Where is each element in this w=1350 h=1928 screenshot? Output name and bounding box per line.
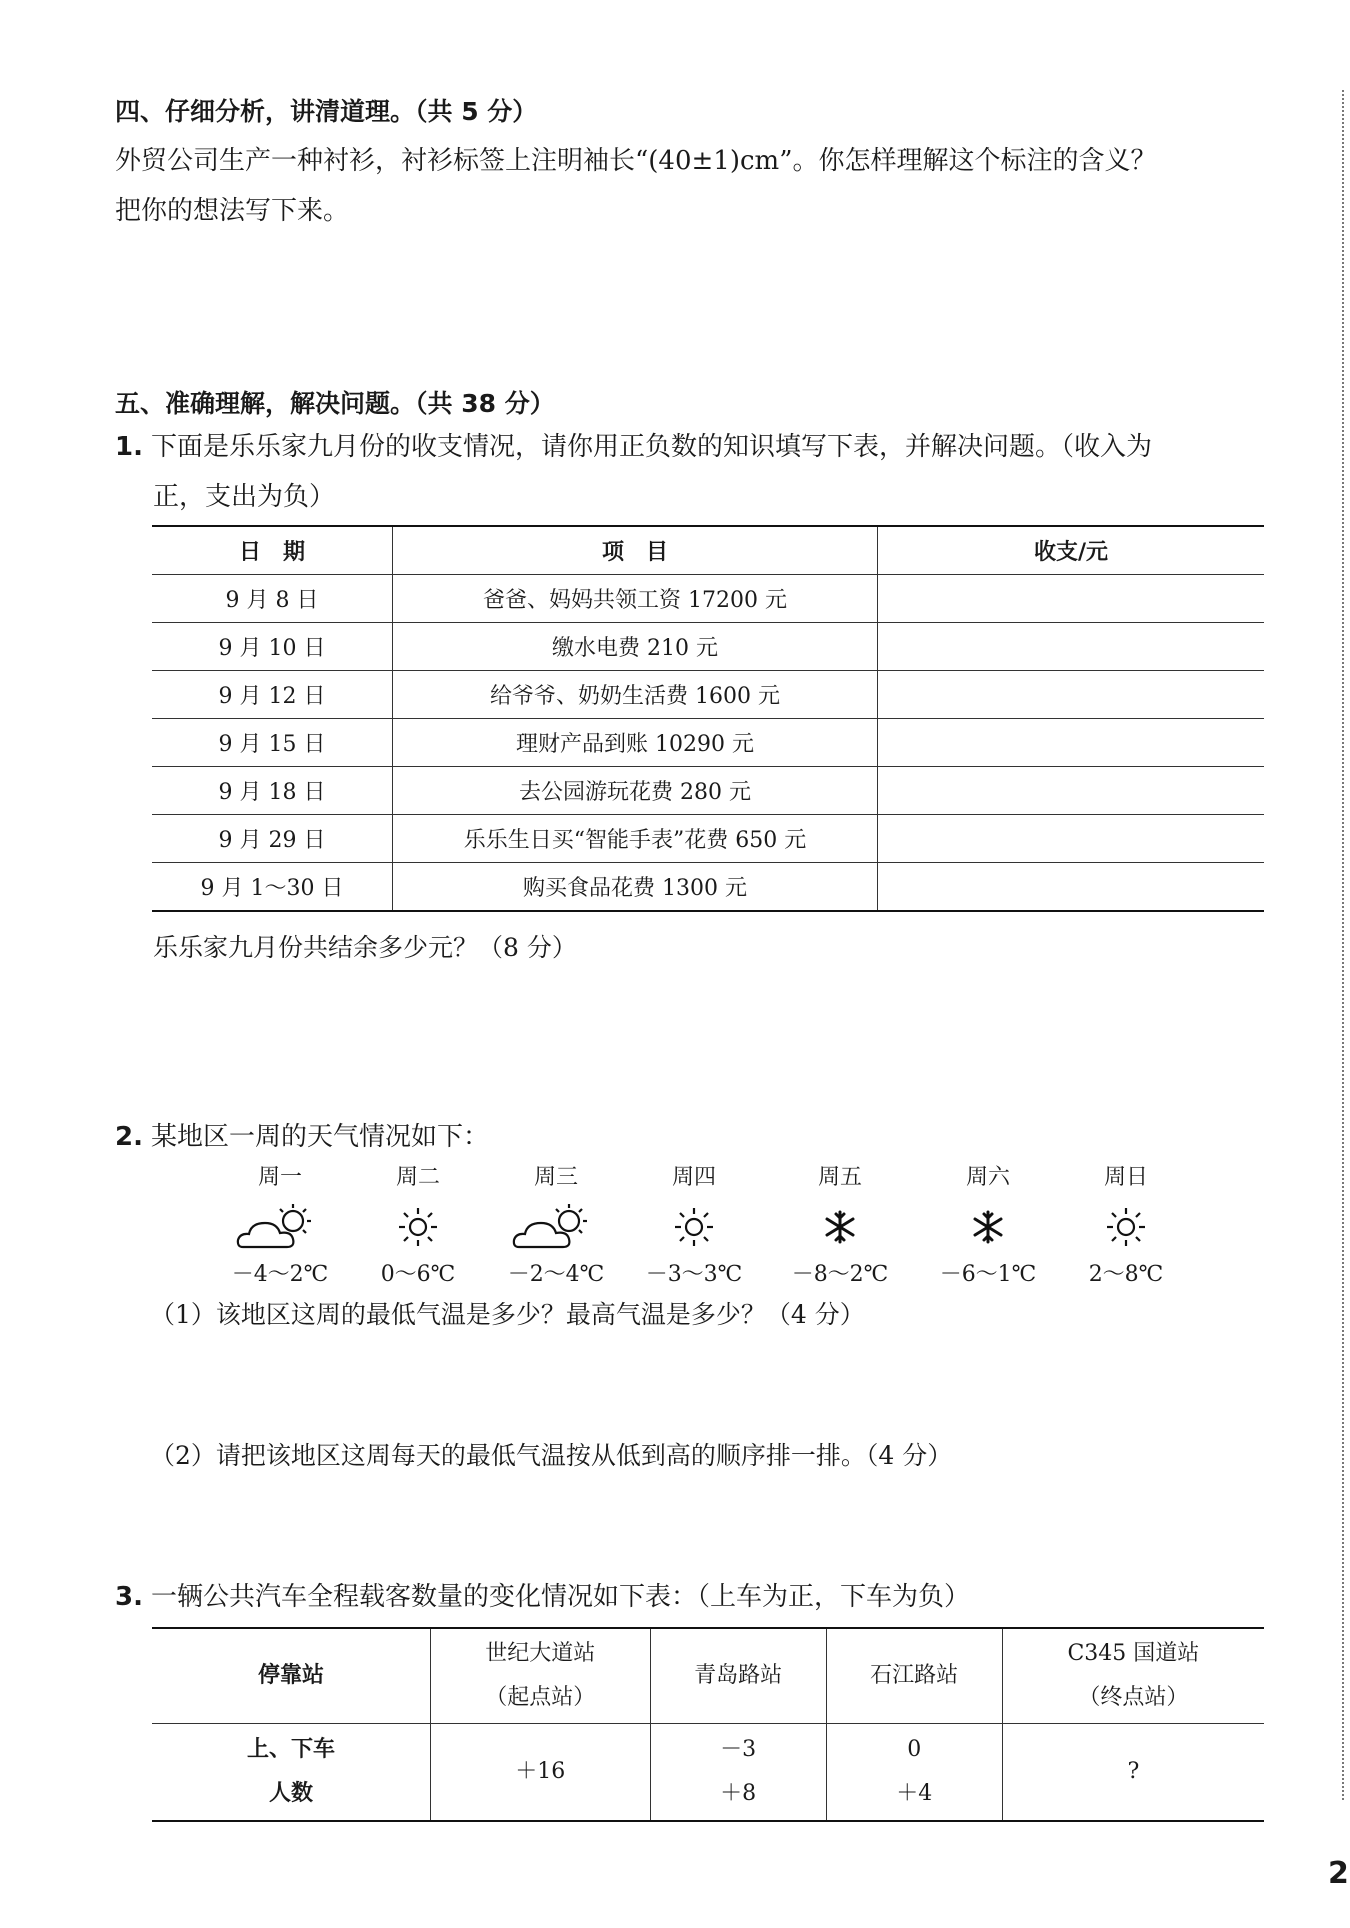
weekday-label: 周日 [1103,1165,1148,1190]
weather-day-1 [210,1160,350,1292]
q2-subquestion-2: （2）请把该地区这周每天的最低气温按从低到高的顺序排一排。（4 分） [150,1441,953,1470]
weekday-label: 周四 [671,1165,716,1190]
sun-icon [348,1196,488,1258]
change-cell [826,1724,1002,1822]
weekday-label: 周一 [257,1165,302,1190]
section-4-question [115,136,1275,236]
section-5-title: 五、准确理解，解决问题。（共 38 分） [115,389,555,418]
weekday-label: 周三 [533,1165,578,1190]
table-row [152,863,1264,912]
amount-answer-cell[interactable] [878,623,1265,671]
q2-text: 某地区一周的天气情况如下： [150,1122,489,1152]
date-cell: 9 月 1～30 日 [152,863,393,912]
amount-answer-cell[interactable] [878,575,1265,623]
section-4-line-2: 把你的想法写下来。 [115,196,350,226]
table-row [152,623,1264,671]
station-name: 青岛路站 [694,1663,783,1688]
change-cell [431,1724,651,1822]
amount-answer-cell[interactable] [878,719,1265,767]
table-row [152,575,1264,623]
temperature-range: 2～8℃ [1088,1262,1164,1287]
change-value: －3 [720,1737,757,1762]
q1-text-1: 下面是乐乐家九月份的收支情况，请你用正负数的知识填写下表，并解决问题。（收入为 [150,432,1152,462]
date-cell: 9 月 8 日 [152,575,393,623]
change-value: 0 [907,1737,922,1762]
amount-answer-cell[interactable] [878,863,1265,912]
weather-day-7 [1056,1160,1196,1292]
station-name: 石江路站 [870,1663,959,1688]
station-cell [650,1628,826,1724]
passenger-change-row [152,1724,1264,1822]
item-cell: 理财产品到账 10290 元 [393,719,878,767]
weekday-label: 周六 [965,1165,1010,1190]
weather-day-4 [624,1160,764,1292]
station-cell [1002,1628,1264,1724]
amount-answer-cell[interactable] [878,671,1265,719]
q1-prompt [115,422,1275,522]
change-value: ＋4 [896,1781,933,1806]
item-cell: 给爷爷、奶奶生活费 1600 元 [393,671,878,719]
q3-prompt [115,1572,1275,1622]
header-item: 项 目 [393,526,878,575]
header-amount: 收支/元 [878,526,1265,575]
header-date: 日 期 [152,526,393,575]
station-note: （终点站） [1078,1685,1189,1710]
item-cell: 购买食品花费 1300 元 [393,863,878,912]
temperature-range: 0～6℃ [380,1262,456,1287]
snowflake-icon [770,1196,910,1258]
temperature-range: －4～2℃ [231,1262,329,1287]
page-number: 2 [1328,1856,1349,1891]
weekday-label: 周五 [817,1165,862,1190]
change-value: ? [1127,1759,1140,1784]
table-row [152,671,1264,719]
temperature-range: －6～1℃ [939,1262,1037,1287]
amount-answer-cell[interactable] [878,815,1265,863]
weather-day-3 [486,1160,626,1292]
sun-icon [1056,1196,1196,1258]
income-expense-table [152,525,1264,912]
table-row [152,815,1264,863]
q1-subquestion: 乐乐家九月份共结余多少元？（8 分） [153,933,577,962]
change-cell[interactable] [1002,1724,1264,1822]
date-cell: 9 月 18 日 [152,767,393,815]
date-cell: 9 月 10 日 [152,623,393,671]
weather-day-2 [348,1160,488,1292]
q2-subquestion-1: （1）该地区这周的最低气温是多少？最高气温是多少？（4 分） [150,1300,865,1329]
station-note: （起点站） [485,1685,596,1710]
sun-icon [624,1196,764,1258]
table-row [152,719,1264,767]
station-name: 世纪大道站 [485,1641,596,1666]
row-label-stops: 停靠站 [152,1628,431,1724]
section-4-line-1: 外贸公司生产一种衬衫，衬衫标签上注明袖长“(40±1)cm”。你怎样理解这个标注的含义？ [115,146,1157,176]
temperature-range: －8～2℃ [791,1262,889,1287]
station-cell [826,1628,1002,1724]
station-name: C345 国道站 [1067,1641,1200,1666]
amount-answer-cell[interactable] [878,767,1265,815]
item-cell: 乐乐生日买“智能手表”花费 650 元 [393,815,878,863]
row-label-passengers [152,1724,431,1822]
date-cell: 9 月 29 日 [152,815,393,863]
item-cell: 缴水电费 210 元 [393,623,878,671]
station-cell [431,1628,651,1724]
q3-text: 一辆公共汽车全程载客数量的变化情况如下表：（上车为正，下车为负） [150,1582,970,1612]
bus-passenger-table [152,1627,1264,1822]
item-cell: 爸爸、妈妈共领工资 17200 元 [393,575,878,623]
partly-cloudy-icon [486,1196,626,1258]
table-row [152,767,1264,815]
q2-prompt [115,1112,1275,1162]
date-cell: 9 月 15 日 [152,719,393,767]
station-row [152,1628,1264,1724]
change-value: ＋8 [720,1781,757,1806]
weather-day-6 [918,1160,1058,1292]
q3-number: 3. [115,1582,143,1612]
change-cell [650,1724,826,1822]
table-header-row [152,526,1264,575]
partly-cloudy-icon [210,1196,350,1258]
change-value: ＋16 [515,1759,566,1784]
date-cell: 9 月 12 日 [152,671,393,719]
snowflake-icon [918,1196,1058,1258]
q2-number: 2. [115,1122,143,1152]
temperature-range: －3～3℃ [645,1262,743,1287]
temperature-range: －2～4℃ [507,1262,605,1287]
q1-text-2: 正，支出为负） [153,482,336,512]
item-cell: 去公园游玩花费 280 元 [393,767,878,815]
weekday-label: 周二 [395,1165,440,1190]
weather-forecast-row [210,1160,1200,1290]
row-label-line-2: 人数 [268,1781,313,1806]
q1-number: 1. [115,432,143,462]
section-4-title: 四、仔细分析，讲清道理。（共 5 分） [115,97,538,126]
row-label-line-1: 上、下车 [246,1737,335,1762]
page-edge-dotted-line [1342,90,1344,1800]
weather-day-5 [770,1160,910,1292]
